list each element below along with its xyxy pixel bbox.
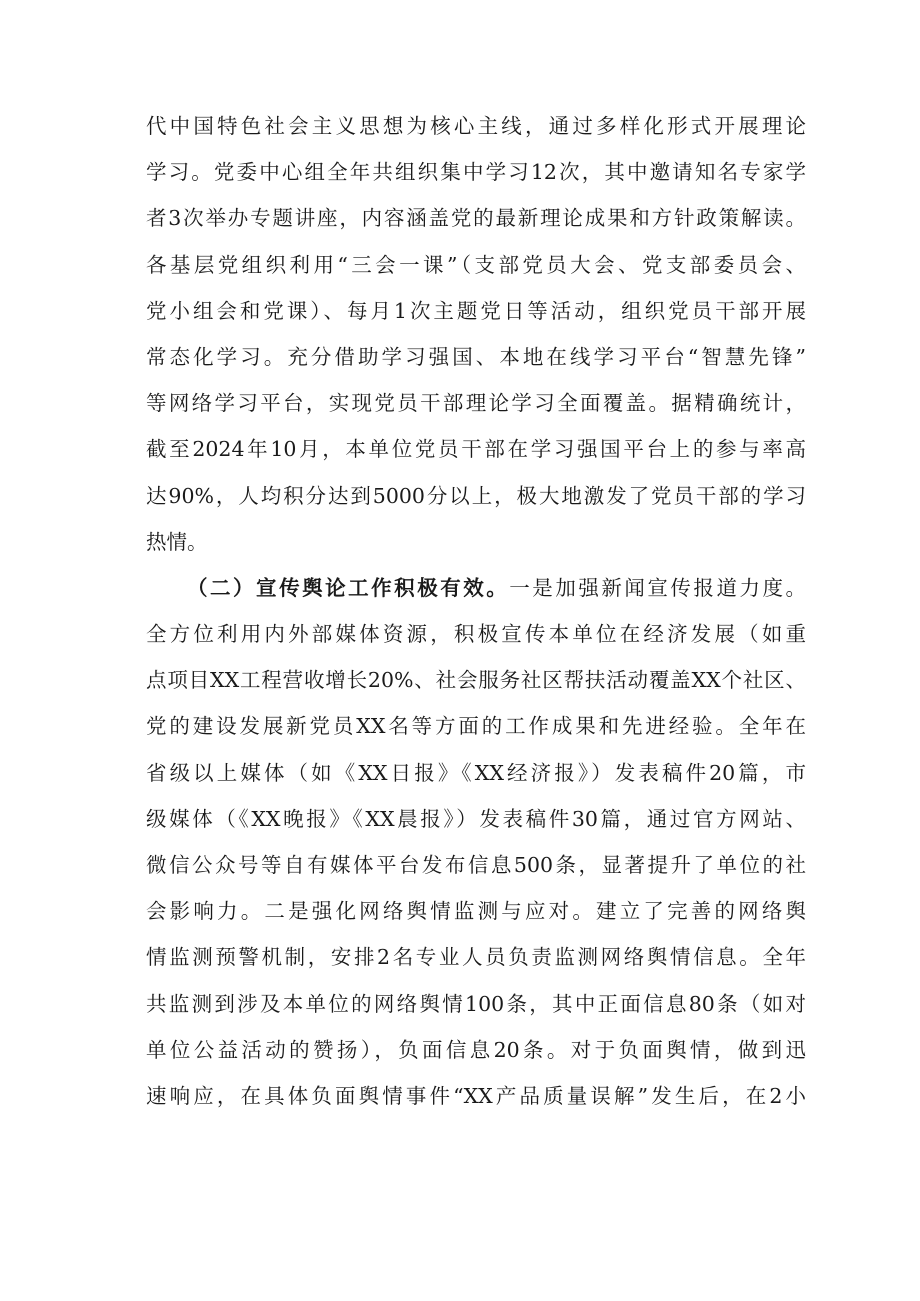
paragraph-publicity-work [146,565,806,1119]
paragraph-line: 党小组会和党课）、每月1次主题党日等活动，组织党员干部开展 [146,298,806,323]
section-heading: （二）宣传舆论工作积极有效。 [187,575,510,600]
paragraph-line: 代中国特色社会主义思想为核心主线，通过多样化形式开展理论 [146,114,806,138]
paragraph-line: 点项目XX工程营收增长20%、社会服务社区帮扶活动覆盖XX个社区、 [146,668,806,693]
paragraph-line: 会影响力。二是强化网络舆情监测与应对。建立了完善的网络舆 [146,899,806,924]
paragraph-line: 党的建设发展新党员XX名等方面的工作成果和先进经验。全年在 [146,714,806,739]
paragraph-line: 截至2024年10月，本单位党员干部在学习强国平台上的参与率高 [146,437,806,462]
paragraph-line: 者3次举办专题讲座，内容涵盖党的最新理论成果和方针政策解读。 [146,206,806,231]
paragraph-line: 全方位利用内外部媒体资源，积极宣传本单位在经济发展（如重 [146,622,806,647]
paragraph-first-line [146,565,806,611]
paragraph-line: 省级以上媒体（如《XX日报》《XX经济报》）发表稿件20篇，市 [146,760,806,785]
paragraph-line: 各基层党组织利用“三会一课”（支部党员大会、党支部委员会、 [146,252,806,277]
paragraph-line: 微信公众号等自有媒体平台发布信息500条，显著提升了单位的社 [146,853,806,877]
paragraph-line: 共监测到涉及本单位的网络舆情100条，其中正面信息80条（如对 [146,991,806,1016]
paragraph-line: 热情。 [146,529,208,554]
paragraph-line: 级媒体（《XX晚报》《XX晨报》）发表稿件30篇，通过官方网站、 [146,806,806,831]
document-body [146,103,806,1119]
paragraph-line: 情监测预警机制，安排2名专业人员负责监测网络舆情信息。全年 [146,945,806,970]
paragraph-theory-study [146,103,806,565]
paragraph-line: 速响应，在具体负面舆情事件“XX产品质量误解”发生后，在2小 [146,1083,806,1108]
paragraph-line: 等网络学习平台，实现党员干部理论学习全面覆盖。据精确统计， [146,391,806,416]
paragraph-line: 单位公益活动的赞扬），负面信息20条。对于负面舆情，做到迅 [146,1037,806,1062]
paragraph-line: 学习。党委中心组全年共组织集中学习12次，其中邀请知名专家学 [146,160,806,185]
paragraph-line: 常态化学习。充分借助学习强国、本地在线学习平台“智慧先锋” [146,344,806,369]
paragraph-line-rest: 一是加强新闻宣传报道力度。 [509,575,807,600]
paragraph-line: 达90%，人均积分达到5000分以上，极大地激发了党员干部的学习 [146,483,806,508]
